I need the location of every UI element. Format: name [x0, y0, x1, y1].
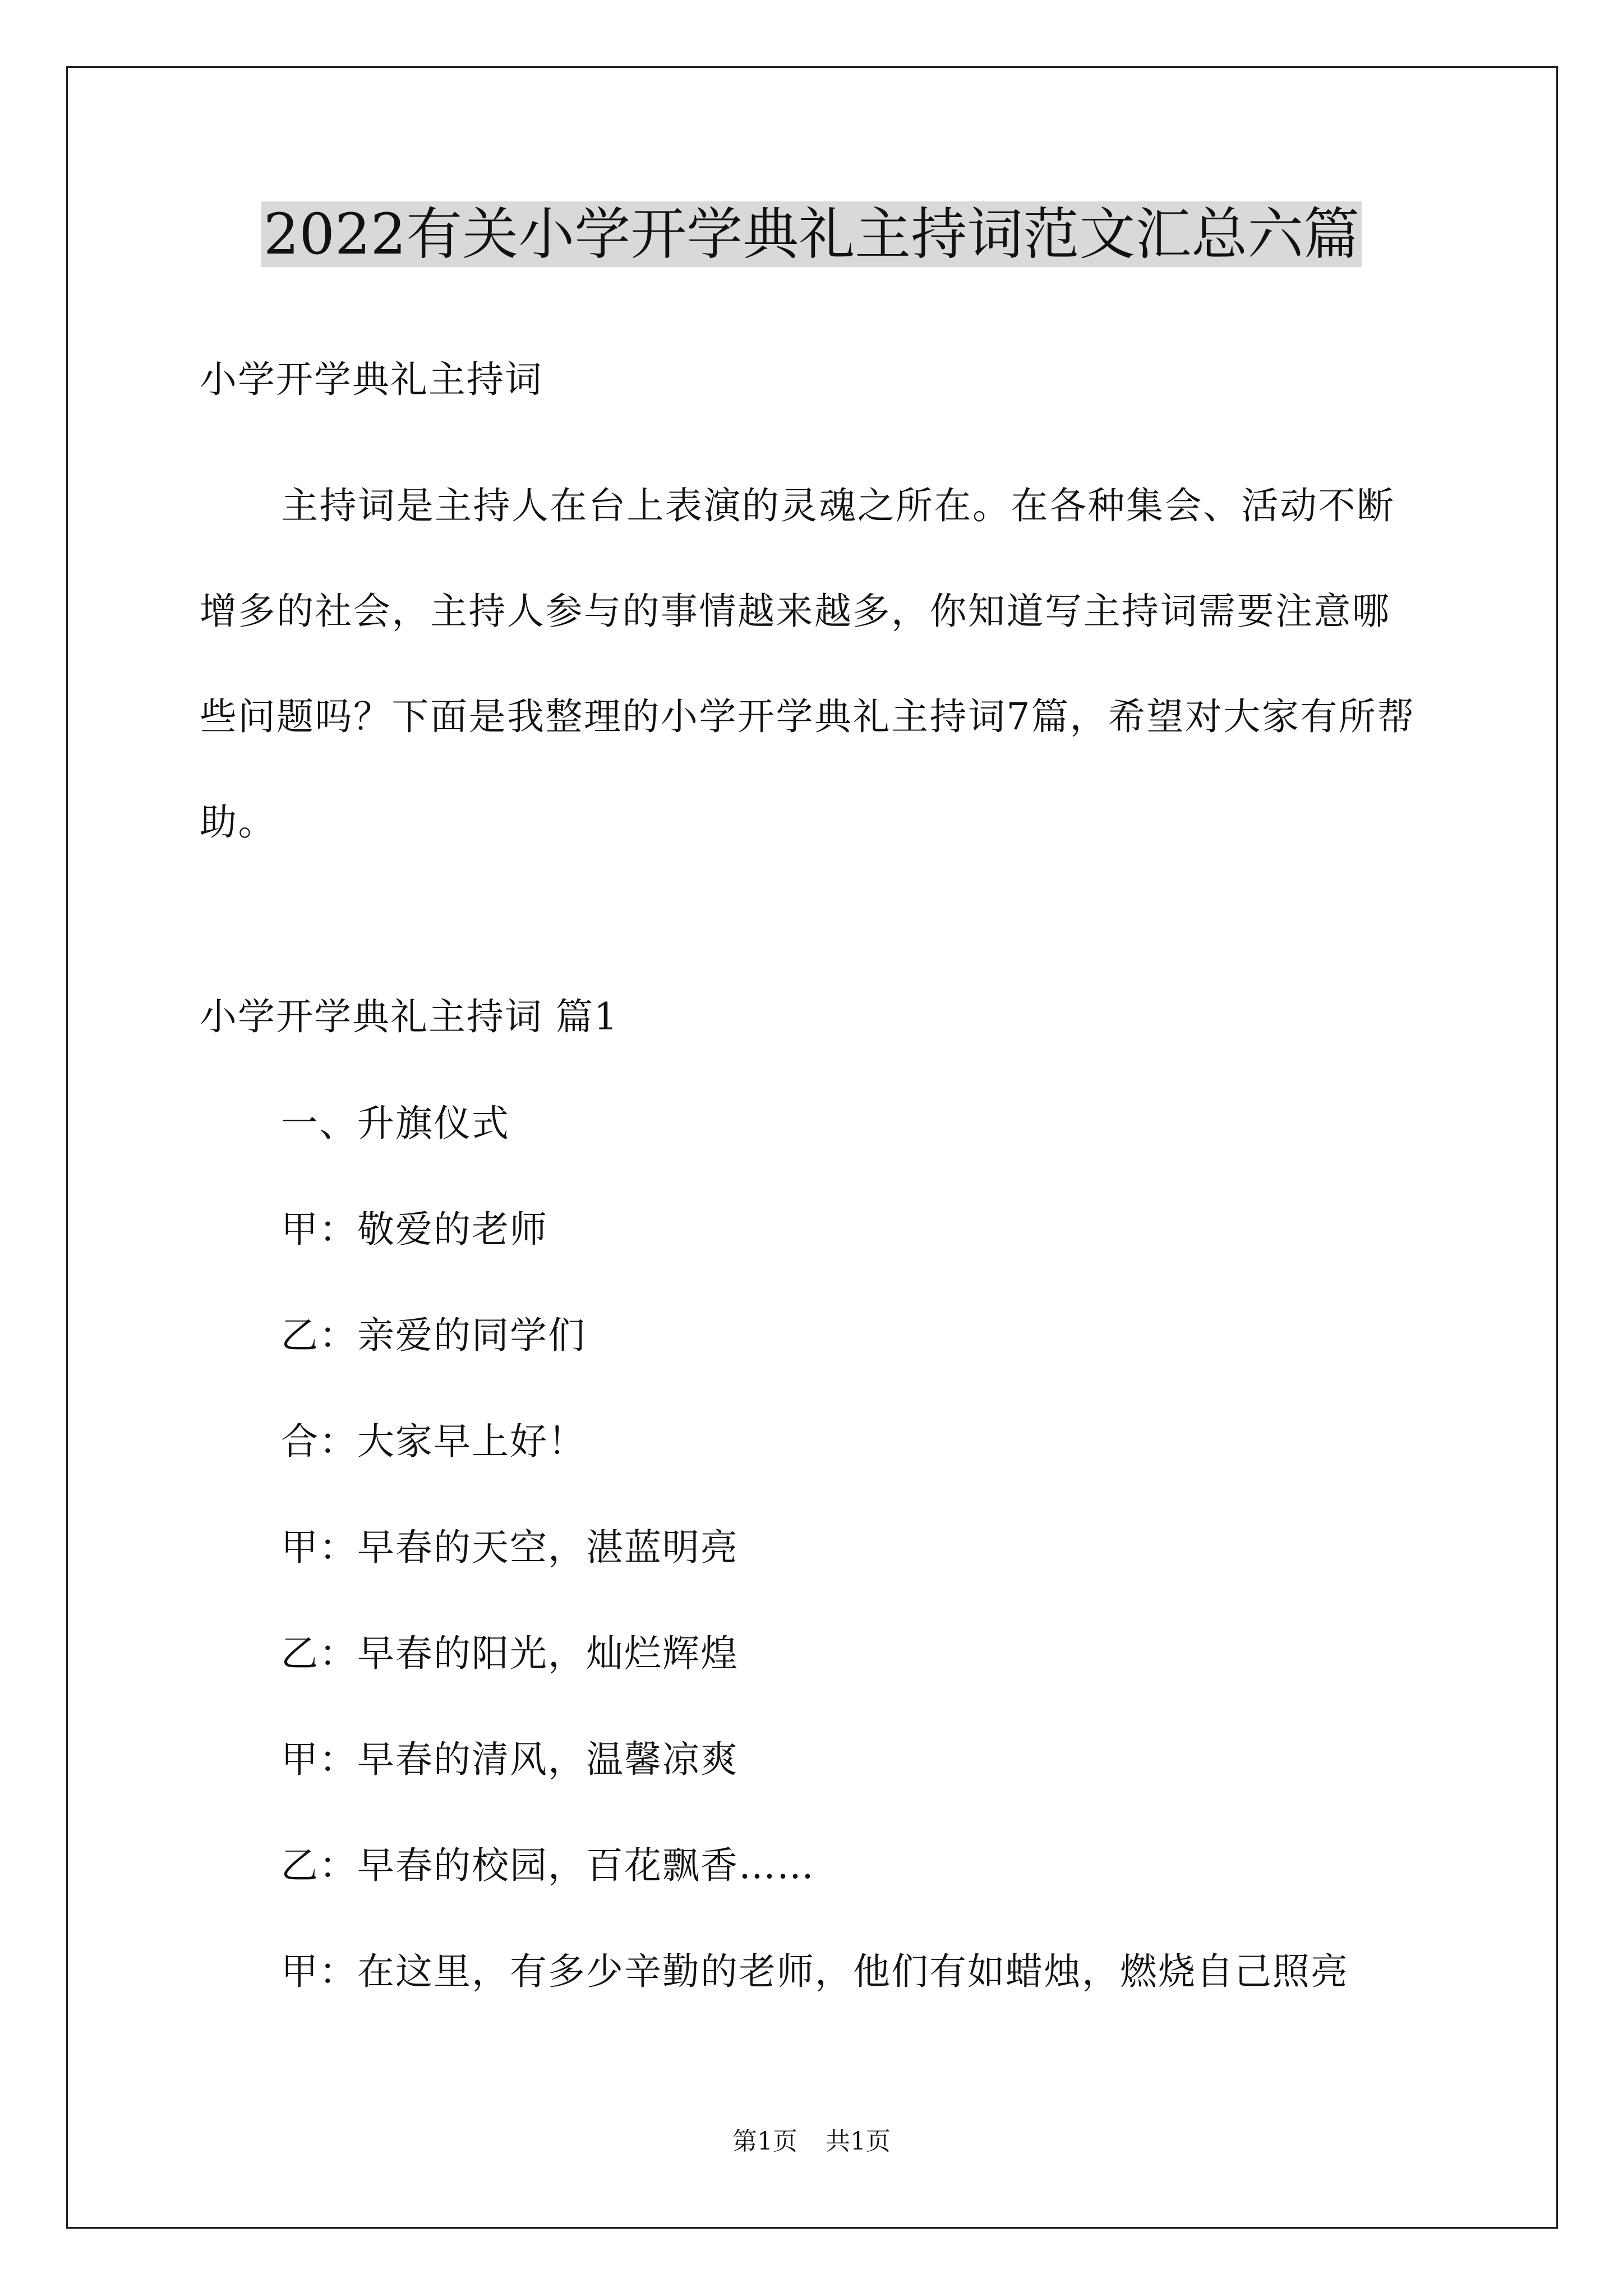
- script-line: 甲：早春的清风，温馨凉爽: [281, 1738, 739, 1781]
- script-line: 一、升旗仪式: [281, 1102, 510, 1145]
- page-number: 第1页: [732, 2127, 797, 2156]
- document-title-text: 2022有关小学开学典礼主持词范文汇总六篇: [261, 201, 1362, 267]
- intro-paragraph: 主持词是主持人在台上表演的灵魂之所在。在各种集会、活动不断增多的社会，主持人参与的事情越来越多，你知道写主持词需要注意哪些问题吗？下面是我整理的小学开学典礼主持词7篇，希望对大家有所帮助。: [200, 484, 1415, 844]
- script-lines: [200, 1098, 1426, 2053]
- script-line: 合：大家早上好！: [281, 1420, 586, 1463]
- section-heading: 小学开学典礼主持词 篇1: [200, 995, 619, 1038]
- script-line: 乙：亲爱的同学们: [281, 1314, 586, 1357]
- script-line: 乙：早春的校园，百花飘香……: [281, 1844, 815, 1887]
- page-total: 共1页: [826, 2127, 891, 2156]
- document-subtitle: 小学开学典礼主持词: [200, 358, 543, 401]
- page-footer: [0, 2125, 1623, 2159]
- script-line: 甲：早春的天空，湛蓝明亮: [281, 1526, 739, 1569]
- script-line: 甲：敬爱的老师: [281, 1208, 548, 1251]
- script-line: 甲：在这里，有多少辛勤的老师，他们有如蜡烛，燃烧自己照亮: [281, 1950, 1349, 1993]
- document-title: [0, 195, 1623, 274]
- script-line: 乙：早春的阳光，灿烂辉煌: [281, 1632, 739, 1675]
